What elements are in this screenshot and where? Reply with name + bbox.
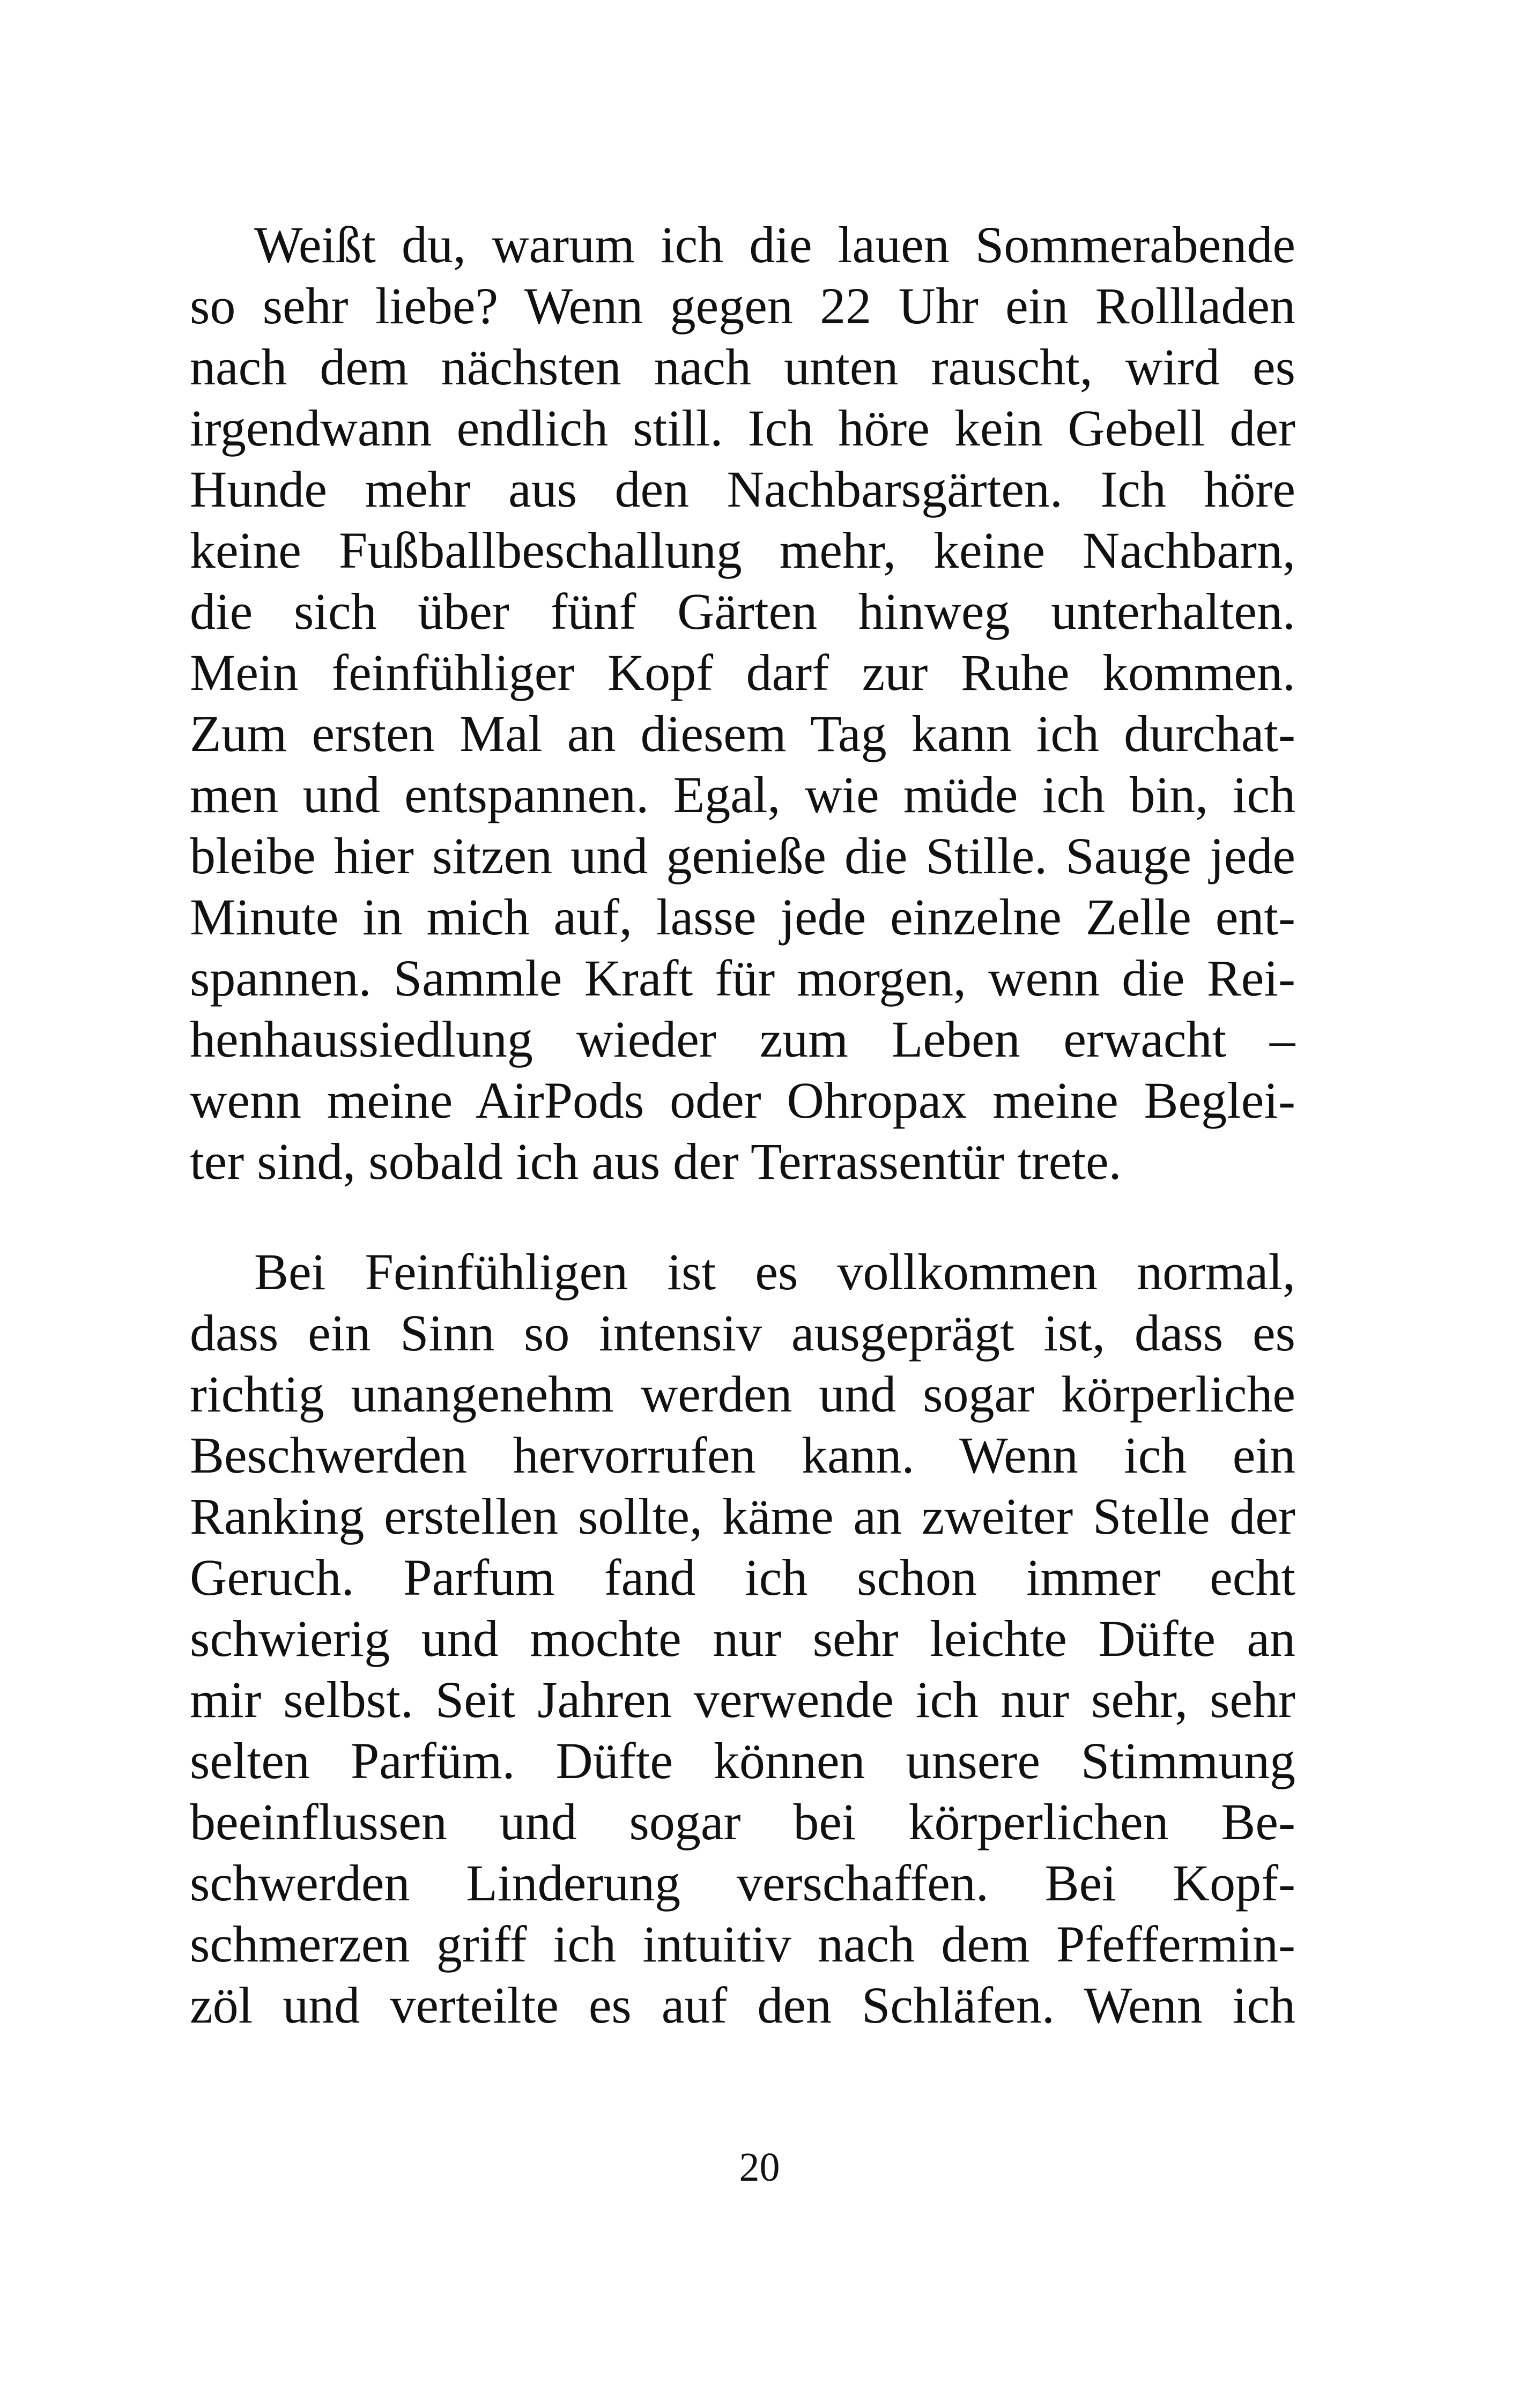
text-line: schwerden Linderung verschaffen. Bei Kopf- <box>190 1854 1295 1912</box>
text-line: ter sind, sobald ich aus der Terrassentür trete. <box>190 1133 1122 1190</box>
text-line: men und entspannen. Egal, wie müde ich bin, ich <box>190 766 1295 823</box>
text-line: wenn meine AirPods oder Ohropax meine Beglei- <box>190 1072 1295 1129</box>
text-line: bleibe hier sitzen und genieße die Stille. Sauge jede <box>190 827 1295 885</box>
text-line: selten Parfüm. Düfte können unsere Stimmung <box>190 1732 1295 1789</box>
text-line: nach dem nächsten nach unten rauscht, wird es <box>190 338 1295 396</box>
text-line: die sich über fünf Gärten hinweg unterhalten. <box>190 583 1295 640</box>
text-line: Beschwerden hervorrufen kann. Wenn ich ein <box>190 1426 1295 1484</box>
page-number: 20 <box>739 2145 780 2190</box>
text-line: irgendwann endlich still. Ich höre kein Gebell der <box>190 399 1295 457</box>
text-line: Minute in mich auf, lasse jede einzelne Zelle ent- <box>190 888 1295 946</box>
text-line: mir selbst. Seit Jahren verwende ich nur sehr, sehr <box>190 1671 1295 1728</box>
text-line: Mein feinfühliger Kopf darf zur Ruhe kommen. <box>190 644 1295 701</box>
text-line: spannen. Sammle Kraft für morgen, wenn die Rei- <box>190 949 1295 1007</box>
text-line: henhaussiedlung wieder zum Leben erwacht – <box>190 1010 1295 1068</box>
text-line: schmerzen griff ich intuitiv nach dem Pfeffermin- <box>190 1915 1295 1973</box>
text-line: Geruch. Parfum fand ich schon immer echt <box>190 1549 1295 1606</box>
text-line: Hunde mehr aus den Nachbarsgärten. Ich höre <box>190 460 1295 518</box>
text-line: Bei Feinfühligen ist es vollkommen normal, <box>254 1243 1295 1300</box>
text-line: so sehr liebe? Wenn gegen 22 Uhr ein Rollladen <box>190 277 1295 335</box>
text-line: Weißt du, warum ich die lauen Sommerabende <box>254 216 1295 273</box>
paragraph-2 <box>190 1242 1295 2036</box>
text-line: schwierig und mochte nur sehr leichte Düfte an <box>190 1610 1295 1667</box>
text-line: beeinflussen und sogar bei körperlichen Be- <box>190 1793 1295 1850</box>
text-line: zöl und verteilte es auf den Schläfen. Wenn ich <box>190 1976 1295 2034</box>
text-line: dass ein Sinn so intensiv ausgeprägt ist, dass es <box>190 1304 1295 1362</box>
paragraph-1 <box>190 214 1295 1192</box>
text-line: richtig unangenehm werden und sogar körperliche <box>190 1365 1295 1423</box>
text-line: Zum ersten Mal an diesem Tag kann ich durchat- <box>190 705 1295 762</box>
text-line: Ranking erstellen sollte, käme an zweiter Stelle der <box>190 1488 1295 1545</box>
text-line: keine Fußballbeschallung mehr, keine Nachbarn, <box>190 522 1295 579</box>
